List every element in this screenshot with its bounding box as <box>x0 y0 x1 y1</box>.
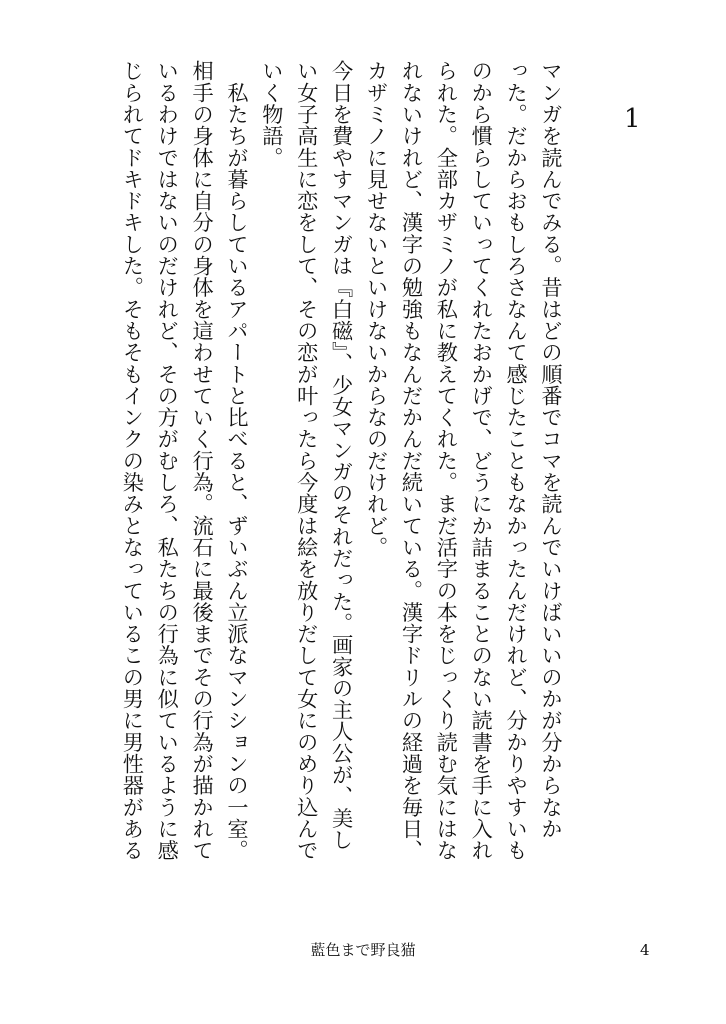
chapter-number: 1 <box>624 104 641 134</box>
text-column: のから慣らしていってくれたおかげで、どうにか詰まることのない読書を手に入れ <box>469 60 495 862</box>
text-column: 私たちが暮らしているアパートと比べると、ずいぶん立派なマンションの一室。 <box>224 60 250 862</box>
text-column: カザミノに見せないといけないからなのだけれど。 <box>364 60 390 558</box>
text-column: れないけれど、漢字の勉強もなんだかんだ続いている。漢字ドリルの経過を毎日、 <box>399 60 425 862</box>
text-column: いるわけではないのだけれど、その方がむしろ、私たちの行為に似ているように感 <box>155 60 181 862</box>
text-column: い女子高生に恋をして、その恋が叶ったら今度は絵を放りだして女にのめり込んで <box>294 60 320 862</box>
text-column: いく物語。 <box>259 60 285 169</box>
page-number: 4 <box>640 941 650 959</box>
text-column: 今日を費やすマンガは『白磁』、少女マンガのそれだった。画家の主人公が、美し <box>329 60 355 851</box>
text-column: られた。全部カザミノが私に教えてくれた。まだ活字の本をじっくり読む気にはな <box>434 60 460 862</box>
book-title: 藍色まで野良猫 <box>310 941 416 959</box>
text-column: 相手の身体に自分の身体を這わせていく行為。流石に最後までその行為が描かれて <box>190 60 216 862</box>
text-column: った。だからおもしろさなんて感じたこともなかったんだけれど、分かりやすいも <box>504 60 530 862</box>
text-column: じられてドキドキした。そもそもインクの染みとなっているこの男に男性器がある <box>120 60 146 862</box>
body-text <box>112 60 568 900</box>
text-column: マンガを読んでみる。昔はどの順番でコマを読んでいけばいいのかが分からなか <box>539 60 564 840</box>
